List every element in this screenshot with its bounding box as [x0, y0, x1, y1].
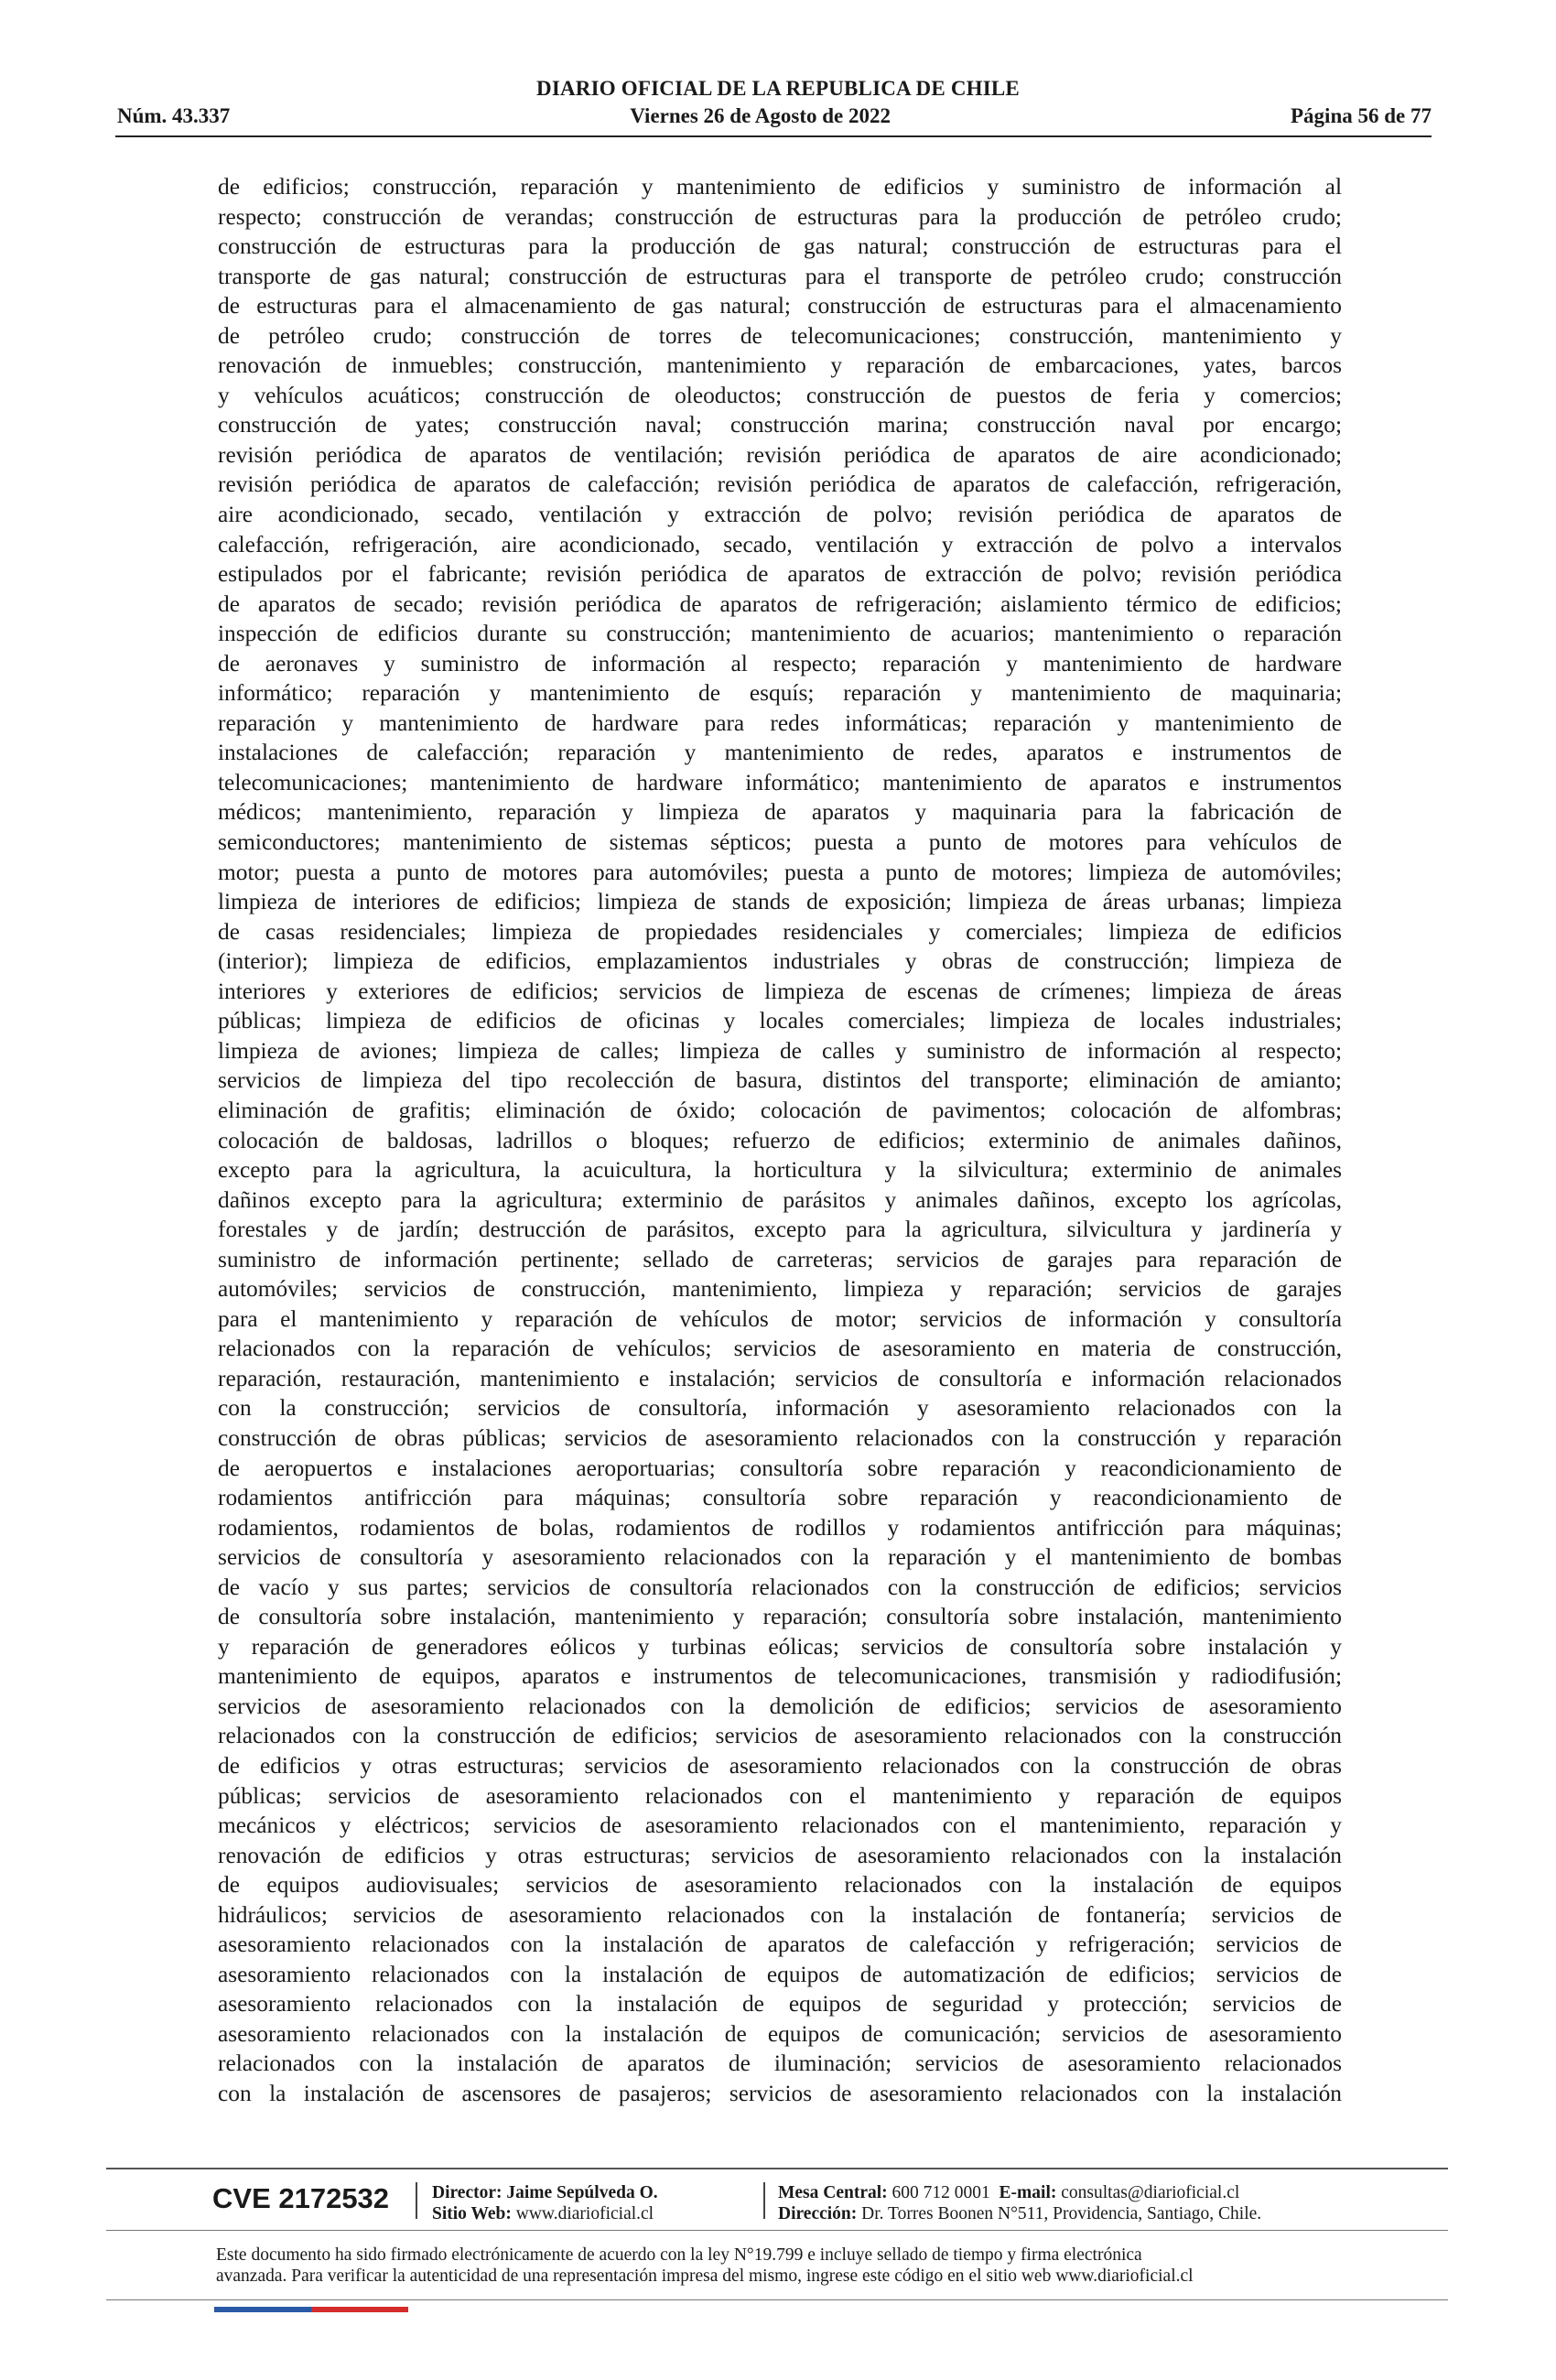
phone-number: 600 712 0001 [891, 2183, 990, 2202]
body-line: servicios de asesoramiento relacionados con la demolición de edificios; servicios de asesoramiento [218, 1693, 1342, 1719]
legal-notice [216, 2245, 1342, 2287]
body-line: públicas; limpieza de edificios de oficinas y locales comerciales; limpieza de locales industriales; [218, 1008, 1342, 1034]
address-value: Dr. Torres Boonen N°511, Providencia, Santiago, Chile. [861, 2204, 1262, 2223]
footer-director-block [432, 2182, 658, 2224]
body-line: de consultoría sobre instalación, mantenimiento y reparación; consultoría sobre instalación, mantenimiento [218, 1604, 1342, 1630]
footer-separator [416, 2182, 417, 2219]
body-line: telecomunicaciones; mantenimiento de hardware informático; mantenimiento de aparatos e instrumentos [218, 769, 1342, 795]
issue-date: Viernes 26 de Agosto de 2022 [630, 104, 891, 127]
footer-divider-mid [106, 2230, 1448, 2231]
legal-line: avanzada. Para verificar la autenticidad de una representación impresa del mismo, ingrese este código en el sitio web www.diarioficial.cl [216, 2266, 1194, 2286]
body-line: con la instalación de ascensores de pasajeros; servicios de asesoramiento relacionados con la instalación [218, 2081, 1342, 2106]
body-line: reparación, restauración, mantenimiento e instalación; servicios de consultoría e información relacionados [218, 1365, 1342, 1391]
body-text [218, 172, 1342, 2109]
body-line: servicios de limpieza del tipo recolección de basura, distintos del transporte; eliminación de amianto; [218, 1067, 1342, 1094]
footer-separator [763, 2182, 765, 2219]
body-line: relacionados con la instalación de aparatos de iluminación; servicios de asesoramiento relacionados [218, 2050, 1342, 2077]
flag-stripe-blue [214, 2307, 311, 2312]
body-line: de vacío y sus partes; servicios de consultoría relacionados con la construcción de edificios; servicios [218, 1574, 1342, 1600]
body-line: asesoramiento relacionados con la instalación de equipos de seguridad y protección; servicios de [218, 1991, 1342, 2018]
body-line: estipulados por el fabricante; revisión periódica de aparatos de extracción de polvo; revisión periódica [218, 561, 1342, 588]
body-line: aire acondicionado, secado, ventilación y extracción de polvo; revisión periódica de aparatos de [218, 502, 1342, 528]
body-line: reparación y mantenimiento de hardware para redes informáticas; reparación y mantenimiento de [218, 709, 1342, 736]
director-line [432, 2182, 658, 2203]
publication-title: DIARIO OFICIAL DE LA REPUBLICA DE CHILE [536, 77, 1020, 100]
body-line: relacionados con la reparación de vehículos; servicios de asesoramiento en materia de construcción, [218, 1336, 1342, 1362]
page-number: Página 56 de 77 [1291, 104, 1432, 127]
legal-line: Este documento ha sido firmado electrónicamente de acuerdo con la ley N°19.799 e incluye sellado de tiempo y firma electrónica [216, 2245, 1142, 2265]
email-link[interactable]: consultas@diarioficial.cl [1061, 2183, 1240, 2202]
website-link[interactable]: www.diarioficial.cl [515, 2204, 654, 2223]
body-line: inspección de edificios durante su construcción; mantenimiento de acuarios; mantenimiento o reparación [218, 621, 1342, 647]
body-line: forestales y de jardín; destrucción de parásitos, excepto para la agricultura, silvicultura y jardinería y [218, 1217, 1342, 1243]
body-line: y vehículos acuáticos; construcción de oleoductos; construcción de puestos de feria y comercios; [218, 382, 1342, 408]
body-line: renovación de edificios y otras estructuras; servicios de asesoramiento relacionados con la instalación [218, 1842, 1342, 1868]
body-line: interiores y exteriores de edificios; servicios de limpieza de escenas de crímenes; limpieza de áreas [218, 978, 1342, 1004]
cve-code: CVE 2172532 [212, 2182, 390, 2214]
flag-stripe-red [311, 2307, 408, 2312]
website-line [432, 2203, 658, 2224]
body-line: revisión periódica de aparatos de calefacción; revisión periódica de aparatos de calefacción, refrigeración, [218, 471, 1342, 498]
body-line: de equipos audiovisuales; servicios de asesoramiento relacionados con la instalación de equipos [218, 1872, 1342, 1899]
body-line: informático; reparación y mantenimiento de esquís; reparación y mantenimiento de maquinaria; [218, 680, 1342, 707]
footer-divider-top [106, 2168, 1448, 2169]
body-line: construcción de yates; construcción naval; construcción marina; construcción naval por encargo; [218, 412, 1342, 438]
body-line: asesoramiento relacionados con la instalación de equipos de automatización de edificios; servicios de [218, 1961, 1342, 1987]
body-line: asesoramiento relacionados con la instalación de aparatos de calefacción y refrigeración; servicios de [218, 1931, 1342, 1958]
header-divider [115, 135, 1432, 137]
body-line: con la construcción; servicios de consultoría, información y asesoramiento relacionados con la [218, 1395, 1342, 1422]
body-line: eliminación de grafitis; eliminación de óxido; colocación de pavimentos; colocación de alfombras; [218, 1097, 1342, 1123]
body-line: calefacción, refrigeración, aire acondicionado, secado, ventilación y extracción de polvo a intervalos [218, 531, 1342, 557]
body-line: construcción de estructuras para la producción de gas natural; construcción de estructuras para el [218, 233, 1342, 260]
body-line: de edificios; construcción, reparación y mantenimiento de edificios y suministro de información al [218, 174, 1342, 200]
director-label: Director: [432, 2183, 502, 2202]
body-line: de estructuras para el almacenamiento de gas natural; construcción de estructuras para el almacenamiento [218, 293, 1342, 319]
header-row [117, 104, 1432, 128]
body-line: de casas residenciales; limpieza de propiedades residenciales y comerciales; limpieza de edificios [218, 918, 1342, 945]
body-line: hidráulicos; servicios de asesoramiento relacionados con la instalación de fontanería; servicios de [218, 1901, 1342, 1928]
body-line: transporte de gas natural; construcción de estructuras para el transporte de petróleo crudo; construcción [218, 263, 1342, 289]
body-line: de aeropuertos e instalaciones aeroportuarias; consultoría sobre reparación y reacondicionamiento de [218, 1455, 1342, 1481]
body-line: y reparación de generadores eólicos y turbinas eólicas; servicios de consultoría sobre instalación y [218, 1633, 1342, 1660]
body-line: respecto; construcción de verandas; construcción de estructuras para la producción de petróleo crudo; [218, 203, 1342, 230]
issue-number: Núm. 43.337 [117, 104, 231, 127]
body-line: renovación de inmuebles; construcción, mantenimiento y reparación de embarcaciones, yates, barcos [218, 352, 1342, 379]
body-line: públicas; servicios de asesoramiento relacionados con el mantenimiento y reparación de equipos [218, 1782, 1342, 1809]
body-line: dañinos excepto para la agricultura; exterminio de parásitos y animales dañinos, excepto los agrícolas, [218, 1186, 1342, 1213]
director-name: Jaime Sepúlveda O. [506, 2183, 658, 2202]
body-line: limpieza de interiores de edificios; limpieza de stands de exposición; limpieza de áreas urbanas; limpieza [218, 889, 1342, 915]
body-line: revisión periódica de aparatos de ventilación; revisión periódica de aparatos de aire acondicionado; [218, 441, 1342, 468]
website-label: Sitio Web: [432, 2204, 512, 2223]
body-line: instalaciones de calefacción; reparación y mantenimiento de redes, aparatos e instrumentos de [218, 740, 1342, 766]
body-line: relacionados con la construcción de edificios; servicios de asesoramiento relacionados con la construcción [218, 1723, 1342, 1749]
body-line: mantenimiento de equipos, aparatos e instrumentos de telecomunicaciones, transmisión y radiodifusión; [218, 1663, 1342, 1690]
body-line: rodamientos, rodamientos de bolas, rodamientos de rodillos y rodamientos antifricción para máquinas; [218, 1514, 1342, 1541]
body-line: servicios de consultoría y asesoramiento relacionados con la reparación y el mantenimiento de bombas [218, 1544, 1342, 1571]
body-line: para el mantenimiento y reparación de vehículos de motor; servicios de información y consultoría [218, 1305, 1342, 1332]
footer-contact-block [778, 2182, 1261, 2224]
body-line: rodamientos antifricción para máquinas; consultoría sobre reparación y reacondicionamiento de [218, 1485, 1342, 1511]
body-line: motor; puesta a punto de motores para automóviles; puesta a punto de motores; limpieza de automóviles; [218, 859, 1342, 885]
body-line: semiconductores; mantenimiento de sistemas sépticos; puesta a punto de motores para vehículos de [218, 829, 1342, 856]
body-line: de petróleo crudo; construcción de torres de telecomunicaciones; construcción, mantenimiento y [218, 322, 1342, 349]
body-line: limpieza de aviones; limpieza de calles; limpieza de calles y suministro de información al respecto; [218, 1037, 1342, 1064]
body-line: de edificios y otras estructuras; servicios de asesoramiento relacionados con la construcción de obras [218, 1752, 1342, 1779]
body-line: colocación de baldosas, ladrillos o bloques; refuerzo de edificios; exterminio de animales dañinos, [218, 1127, 1342, 1153]
address-label: Dirección: [778, 2204, 858, 2223]
body-line: de aparatos de secado; revisión periódica de aparatos de refrigeración; aislamiento térmico de edificios; [218, 590, 1342, 617]
footer-divider-bottom [106, 2299, 1448, 2300]
body-line: excepto para la agricultura, la acuicultura, la horticultura y la silvicultura; exterminio de animales [218, 1157, 1342, 1184]
body-line: de aeronaves y suministro de información al respecto; reparación y mantenimiento de hardware [218, 650, 1342, 676]
phone-label: Mesa Central: [778, 2183, 888, 2202]
body-line: mecánicos y eléctricos; servicios de asesoramiento relacionados con el mantenimiento, reparación y [218, 1812, 1342, 1839]
address-line [778, 2203, 1261, 2224]
body-line: construcción de obras públicas; servicios de asesoramiento relacionados con la construcción y reparación [218, 1424, 1342, 1451]
body-line: asesoramiento relacionados con la instalación de equipos de comunicación; servicios de asesoramiento [218, 2020, 1342, 2047]
body-line: médicos; mantenimiento, reparación y limpieza de aparatos y maquinaria para la fabricación de [218, 799, 1342, 826]
body-line: (interior); limpieza de edificios, emplazamientos industriales y obras de construcción; limpieza de [218, 948, 1342, 975]
body-line: automóviles; servicios de construcción, mantenimiento, limpieza y reparación; servicios de garajes [218, 1276, 1342, 1303]
phone-line [778, 2182, 1261, 2203]
email-label: E-mail: [999, 2183, 1057, 2202]
body-line: suministro de información pertinente; sellado de carreteras; servicios de garajes para reparación de [218, 1246, 1342, 1272]
